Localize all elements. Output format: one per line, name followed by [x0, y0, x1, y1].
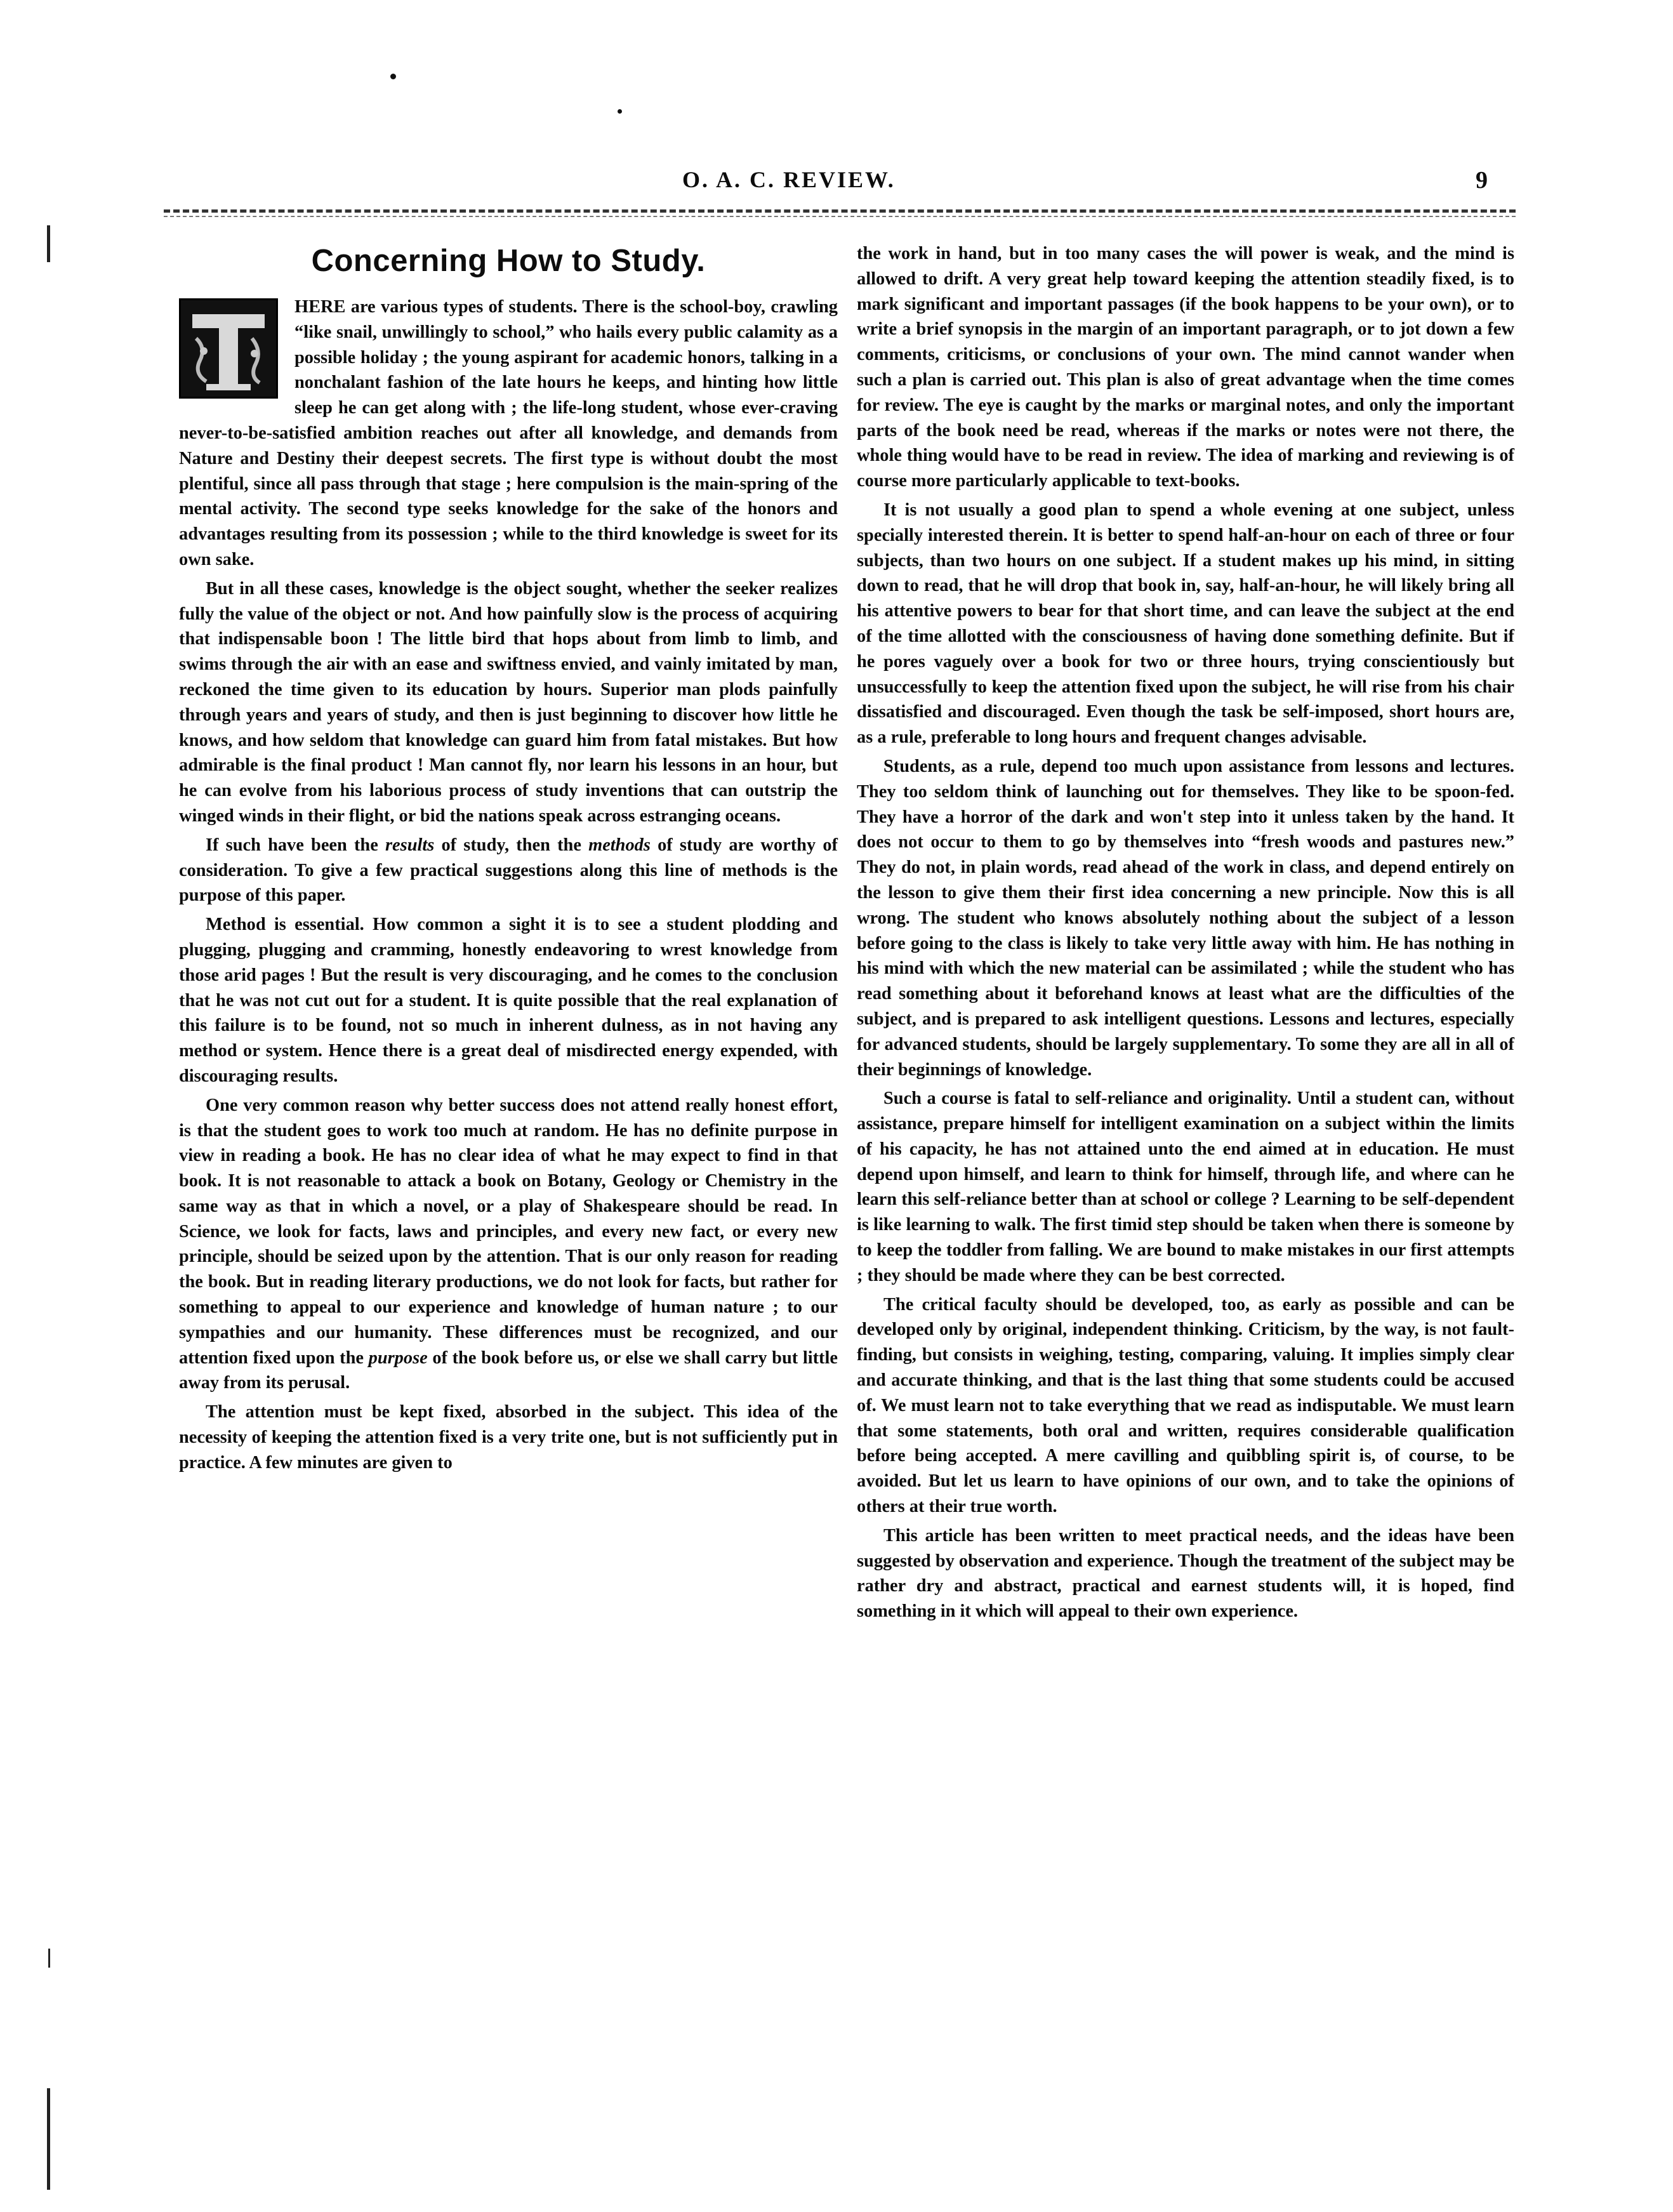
paragraph-text: HERE are various types of students. There is the school-boy, crawling “like snail, unwillingly to school,” who hails every public calamity as a possible holiday ; the young aspirant for academic honors, talking in a nonchalant fashion of the late hours he keeps, and hinting how little sleep he can get along with ; the life-long student, whose ever-craving never-to-be-satisfied ambition reaches out after all knowledge, and demands from Nature and Destiny their deepest secrets. The first type is without doubt the most plentiful, since all pass through that stage ; here compulsion is the main-spring of the mental activity. The second type seeks knowledge for the sake of the honors and advantages resulting from its possession ; while to the third knowledge is sweet for its own sake.: [179, 297, 838, 569]
text-run: If such have been the: [206, 835, 385, 855]
text-run: of the book before us, or else we shall carry but little away from its perusal.: [179, 1348, 838, 1393]
page-number: 9: [1476, 167, 1488, 194]
paragraph: But in all these cases, knowledge is the object sought, whether the seeker realizes fully the value of the object or not. And how painfully slow is the process of acquiring that indispensable boon ! The little bird that hops about from limb to limb, and swims through the air with an ease and swiftness envied, and vainly imitated by man, reckoned the time given to its education by hours. Superior man plods painfully through years and years of study, and then is just beginning to discover how little he knows, and how seldom that knowledge can guard him from fatal mistakes. But how admirable is the final product ! Man cannot fly, nor learn his lessons in an hour, but he can evolve from his laborious process of study inventions that can outstrip the winged winds in their flight, or bid the nations speak across estranging oceans.: [179, 578, 838, 826]
paragraph: Such a course is fatal to self-reliance and originality. Until a student can, without assistance, prepare himself for intelligent examination on a subject within the limits of his capacity, he has not attained unto the end aimed at in education. He must depend upon himself, and learn to think for himself, through life, and where can he learn this self-reliance better than at school or college ? Learning to be self-dependent is like learning to walk. The first timid step should be taken when there is someone by to keep the toddler from falling. We are bound to make mistakes in our first attempts ; they should be made where they can be best corrected.: [857, 1089, 1514, 1285]
paragraph: Method is essential. How common a sight it is to see a student plodding and plugging, plugging and cramming, honestly endeavoring to wrest knowledge from those arid pages ! But the result is very discouraging, and he comes to the conclusion that he was not cut out for a student. It is quite possible that the real explanation of this failure is to be found, not so much in inherent dulness, as in not having any method or system. Hence there is a great deal of misdirected energy expended, with discouraging results.: [179, 915, 838, 1086]
drop-cap-letter-t-image: [179, 298, 278, 399]
text-run: of study are worthy of consideration. To give a few practical suggestions along this line of methods is the purpose of this paper.: [179, 835, 838, 906]
scan-edge-mark: [47, 225, 50, 262]
italic-text: methods: [588, 835, 651, 855]
text-run: One very common reason why better success does not attend really honest effort, is that the student goes to work too much at random. He has no definite purpose in view in reading a book. He has no clear idea of what he may expect to find in that book. It is not reasonable to attack a book on Botany, Geology or Chemistry in the same way as that in which a novel, or a play of Shakespeare should be read. In Science, we look for facts, laws and principles, and every new fact, or every new principle, should be seized upon by the attention. That is our only reason for reading the book. But in reading literary productions, we do not look for facts, but rather for something to appeal to our experience and knowledge of human nature ; to our sympathies and our humanity. These differences must be recognized, and our attention fixed upon the: [179, 1095, 838, 1368]
article-title: Concerning How to Study.: [311, 244, 706, 278]
paragraph: The attention must be kept fixed, absorbed in the subject. This idea of the necessity of keeping the attention fixed is a very trite one, but is not sufficiently put in practice. A few minutes are given to: [179, 1402, 838, 1473]
running-title: O. A. C. REVIEW.: [682, 167, 896, 192]
text-run: of study, then the: [434, 835, 589, 855]
paragraph: The critical faculty should be developed, too, as early as possible and can be developed only by original, independent thinking. Criticism, by the way, is not fault-finding, but consists in weighing, testing, comparing, valuing. It implies simply clear and accurate thinking, and that is the last thing that some students could be accused of. We must learn not to take everything that we read as indisputable. We must learn that some statements, both oral and written, requires considerable qualification before being accepted. A mere cavilling and quibbling spirit is, of course, to be avoided. But let us learn to have opinions of our own, and to take the opinions of others at their true worth.: [857, 1294, 1514, 1517]
italic-text: results: [385, 835, 435, 855]
scan-edge-mark: [47, 2088, 50, 2190]
left-column: [179, 241, 838, 1480]
italic-text: purpose: [368, 1348, 428, 1368]
drop-cap-ornament-icon: [181, 300, 276, 397]
scan-speck: [390, 74, 396, 79]
header-rule-thin: [164, 216, 1516, 217]
paragraph: Students, as a rule, depend too much upon assistance from lessons and lectures. They too seldom think of launching out for themselves. They like to be spoon-fed. They have a horror of the dark and won't step into it unless taken by the hand. It does not occur to them to go by themselves into “fresh woods and pastures new.” They do not, in plain words, read ahead of the work in class, and depend entirely on the lesson to give them their first idea concerning a new principle. Now this is all wrong. The student who knows absolutely nothing about the subject of a lesson before going to the class is likely to take very little away with him. He has nothing in his mind with which the new material can be assimilated ; while the student who has read something about it beforehand knows at least what are the difficulties of the subject, and is prepared to ask intelligent questions. Lessons and lectures, especially for advanced students, should be largely supplementary. To some they are all in all of their beginnings of knowledge.: [857, 756, 1514, 1080]
paragraph-purpose: [179, 1093, 838, 1396]
paragraph-continued: the work in hand, but in too many cases the will power is weak, and the mind is allowed to drift. A very great help toward keeping the attention steadily fixed, is to mark significant and important passages (if the book happens to be your own), or to write a brief synopsis in the margin of an important paragraph, or to jot down a few comments, criticisms, or conclusions of your own. The mind cannot wander when such a plan is carried out. This plan is also of great advantage when the time comes for review. The eye is caught by the marks or marginal notes, and only the important parts of the book need be read, whereas if the marks or notes were not there, the whole thing would have to be read in review. The idea of marking and reviewing is of course more particularly applicable to text-books.: [857, 244, 1514, 491]
scan-edge-mark: [48, 1949, 50, 1968]
paragraph-intro: [179, 295, 838, 573]
right-column: [857, 241, 1514, 1628]
paragraph: It is not usually a good plan to spend a whole evening at one subject, unless specially interested therein. It is better to spend half-an-hour on each of three or four subjects, than two hours on one subject. If a student makes up his mind, in sitting down to read, that he will drop that book in, say, half-an-hour, he will likely bring all his attentive powers to bear for that short time, and can leave the subject at the end of the time allotted with the consciousness of having done something definite. But if he pores vaguely over a book for two or three hours, trying conscientiously but unsuccessfully to keep the attention fixed upon the subject, he will rise from his chair dissatisfied and discouraged. Even though the task be self-imposed, short hours are, as a rule, preferable to long hours and frequent changes advisable.: [857, 500, 1514, 748]
paragraph-closing: This article has been written to meet practical needs, and the ideas have been suggested by observation and experience. Though the treatment of the subject may be rather dry and abstract, practical and earnest students will, it is hoped, find something in it which will appeal to their own experience.: [857, 1525, 1514, 1622]
scan-speck: [618, 109, 622, 114]
paragraph-results-methods: [179, 833, 838, 908]
header-rule: [164, 209, 1516, 213]
